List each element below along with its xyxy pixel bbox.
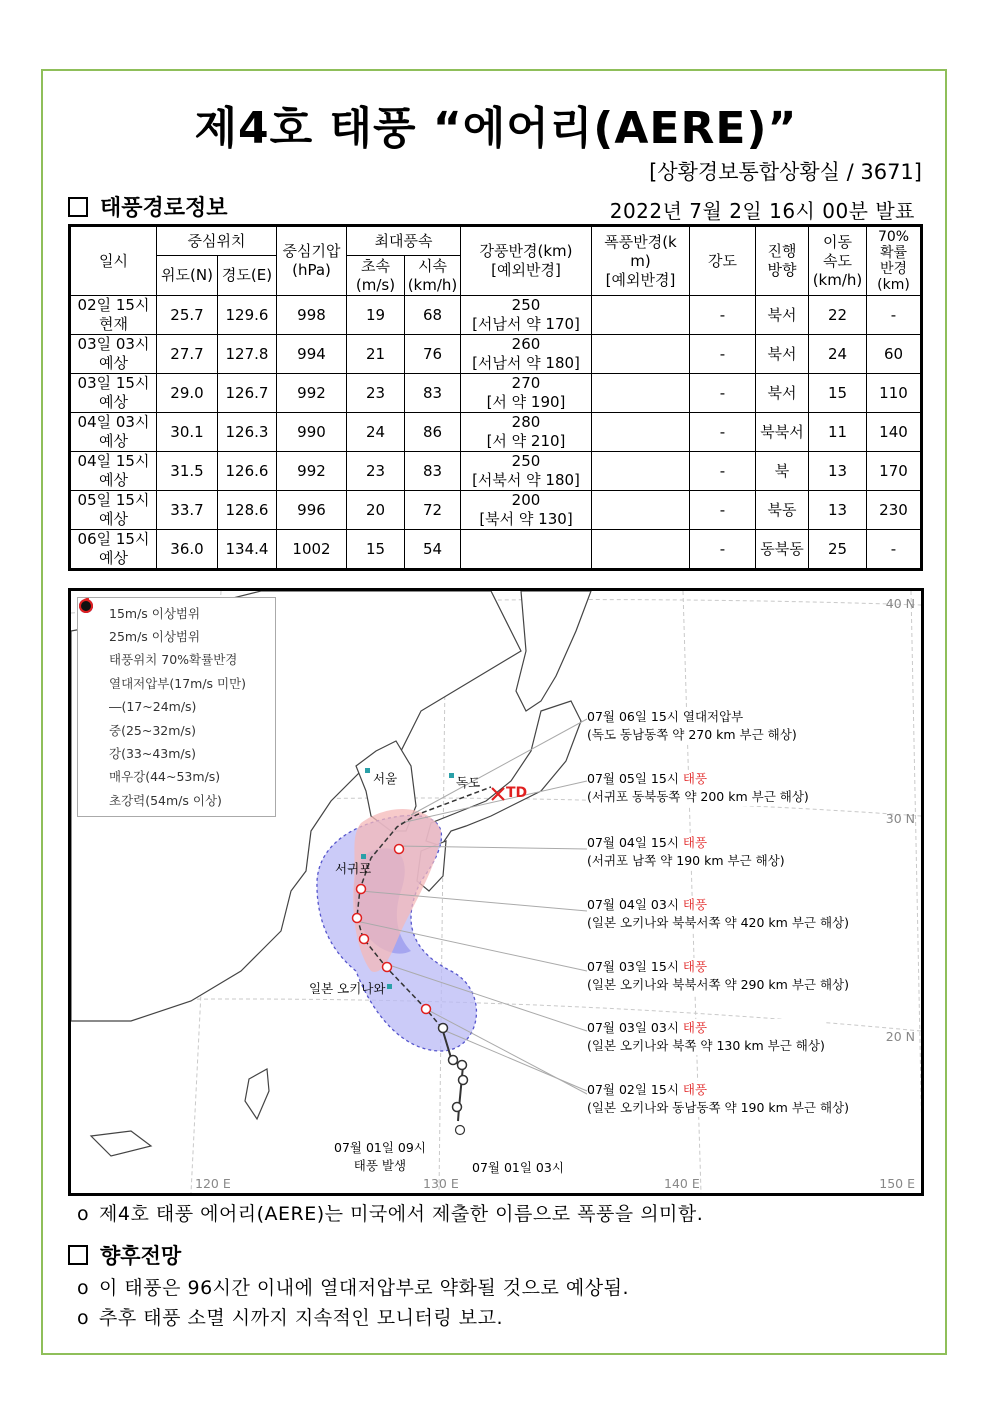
callout-line1 <box>587 1019 825 1037</box>
callout-status: 태풍 <box>682 835 708 850</box>
cell-speed: 13 <box>809 452 867 491</box>
outlook-item-2 <box>77 1303 503 1330</box>
callout-time: 07월 05일 15시 <box>587 771 683 786</box>
legend-label: 태풍위치 70%확률반경 <box>109 652 238 668</box>
table-row <box>70 530 922 570</box>
cell-time: 04일 15시 예상 <box>70 452 157 491</box>
table-row <box>70 296 922 335</box>
header-max-wind: 최대풍속 <box>347 226 461 256</box>
callout-time: 07월 03일 15시 <box>587 959 683 974</box>
cell-radius <box>461 530 592 570</box>
cell-lon: 126.6 <box>218 452 277 491</box>
callout-location: (일본 오키나와 북북서쪽 약 420 km 부근 해상) <box>587 915 849 930</box>
typhoon-medium-icon <box>85 721 103 739</box>
bullet-mark: o <box>77 1277 90 1299</box>
cell-intensity: - <box>690 530 756 570</box>
place-okinawa: 일본 오키나와 <box>309 981 386 996</box>
cell-direction: 북서 <box>756 296 809 335</box>
track-callout <box>587 708 797 744</box>
cell-ms: 19 <box>347 296 405 335</box>
callout-time: 07월 02일 15시 <box>587 1082 683 1097</box>
cell-kmh: 54 <box>405 530 461 570</box>
track-callout <box>587 770 809 806</box>
cell-kmh: 76 <box>405 335 461 374</box>
callout-line1 <box>587 958 849 976</box>
cell-radius: 260 [서남서 약 180] <box>461 335 592 374</box>
cell-kmh: 72 <box>405 491 461 530</box>
map-legend <box>77 597 276 817</box>
cell-lat: 36.0 <box>157 530 218 570</box>
legend-label: 열대저압부(17m/s 미만) <box>109 675 247 691</box>
table-row <box>70 452 922 491</box>
table-row <box>70 374 922 413</box>
callout-line1 <box>587 834 785 852</box>
cell-lon: 134.4 <box>218 530 277 570</box>
genesis-marker <box>456 1126 465 1135</box>
cell-speed: 11 <box>809 413 867 452</box>
legend-label: 매우강(44~53m/s) <box>109 769 221 785</box>
callout-line1 <box>587 708 797 726</box>
callout-line1 <box>587 896 849 914</box>
typhoon-weak-icon <box>85 697 103 715</box>
bullet-mark: o <box>77 1307 90 1329</box>
cell-ms: 23 <box>347 374 405 413</box>
cell-direction: 북동 <box>756 491 809 530</box>
track-callout <box>587 834 785 870</box>
header-lat: 위도(N) <box>157 256 218 296</box>
genesis-line1: 07월 01일 09시 <box>334 1140 426 1155</box>
lon-label-120: 120 E <box>195 1176 231 1191</box>
cell-ms: 24 <box>347 413 405 452</box>
typhoon-very-strong-icon <box>85 767 103 785</box>
cell-time: 02일 15시 현재 <box>70 296 157 335</box>
cell-kmh: 83 <box>405 374 461 413</box>
circle-blue-icon <box>85 627 103 645</box>
cell-kmh: 68 <box>405 296 461 335</box>
cell-pressure: 990 <box>277 413 347 452</box>
legend-item <box>78 648 275 671</box>
legend-item <box>78 671 275 694</box>
callout-location: (독도 동남동쪽 약 270 km 부근 해상) <box>587 727 797 742</box>
cell-lat: 25.7 <box>157 296 218 335</box>
cell-lon: 127.8 <box>218 335 277 374</box>
callout-location: (서귀포 남쪽 약 190 km 부근 해상) <box>587 853 785 868</box>
place-dokdo: 독도 <box>456 775 481 790</box>
cell-speed: 24 <box>809 335 867 374</box>
callout-location: (일본 오키나와 북북서쪽 약 290 km 부근 해상) <box>587 977 849 992</box>
table-row <box>70 413 922 452</box>
cell-pressure: 1002 <box>277 530 347 570</box>
header-prob70: 70% 확률 반경 (km) <box>867 226 922 296</box>
cell-time: 04일 03시 예상 <box>70 413 157 452</box>
cell-pressure: 992 <box>277 374 347 413</box>
cell-ms: 20 <box>347 491 405 530</box>
legend-label: 25m/s 이상범위 <box>109 629 201 645</box>
typhoon-track-map <box>68 588 924 1196</box>
callout-location: (서귀포 동북동쪽 약 200 km 부근 해상) <box>587 789 809 804</box>
cell-kmh: 83 <box>405 452 461 491</box>
header-kmh: 시속 (km/h) <box>405 256 461 296</box>
dokdo-marker <box>449 773 454 778</box>
cell-speed: 22 <box>809 296 867 335</box>
legend-item <box>78 788 275 811</box>
cell-direction: 북 <box>756 452 809 491</box>
callout-status: 태풍 <box>682 1020 708 1035</box>
cell-intensity: - <box>690 296 756 335</box>
typhoon-track-table <box>68 224 923 571</box>
bullet-mark: o <box>77 1203 90 1225</box>
cell-pressure: 994 <box>277 335 347 374</box>
cell-direction: 북북서 <box>756 413 809 452</box>
lon-label-140: 140 E <box>664 1176 700 1191</box>
header-center-position: 중심위치 <box>157 226 277 256</box>
legend-item <box>78 695 275 718</box>
cell-time: 05일 15시 예상 <box>70 491 157 530</box>
department-label: [상황경보통합상황실 / 3671] <box>649 160 922 184</box>
callout-status: 태풍 <box>682 897 708 912</box>
cell-storm <box>592 296 690 335</box>
cell-ms: 15 <box>347 530 405 570</box>
legend-item <box>78 741 275 764</box>
callout-status: 태풍 <box>682 771 708 786</box>
cell-lat: 30.1 <box>157 413 218 452</box>
seoul-marker <box>365 768 370 773</box>
header-strong-radius: 강풍반경(km) [예외반경] <box>461 226 592 296</box>
issued-timestamp: 2022년 7월 2일 16시 00분 발표 <box>609 199 915 223</box>
section-track-info <box>68 191 228 222</box>
table-row <box>70 491 922 530</box>
lon-label-130: 130 E <box>423 1176 459 1191</box>
genesis-callout <box>334 1139 426 1175</box>
typhoon-super-icon <box>85 791 103 809</box>
section-track-info-label: 태풍경로정보 <box>100 196 228 221</box>
cell-intensity: - <box>690 374 756 413</box>
callout-time: 07월 06일 15시 열대저압부 <box>587 709 744 724</box>
checkbox-square-icon <box>68 1245 88 1265</box>
cell-storm <box>592 413 690 452</box>
legend-label: 중(25~32m/s) <box>109 722 197 738</box>
cell-radius: 270 [서 약 190] <box>461 374 592 413</box>
cell-speed: 13 <box>809 491 867 530</box>
table-row <box>70 335 922 374</box>
legend-item <box>78 765 275 788</box>
header-pressure: 중심기압 (hPa) <box>277 226 347 296</box>
cell-time: 06일 15시 예상 <box>70 530 157 570</box>
cell-pressure: 992 <box>277 452 347 491</box>
cell-radius: 250 [서북서 약 180] <box>461 452 592 491</box>
cell-ms: 23 <box>347 452 405 491</box>
cell-prob: 110 <box>867 374 922 413</box>
td-symbol-icon <box>85 674 103 692</box>
callout-location: (일본 오키나와 북쪽 약 130 km 부근 해상) <box>587 1038 825 1053</box>
legend-label: 15m/s 이상범위 <box>109 605 201 621</box>
callout-status: 태풍 <box>682 959 708 974</box>
callout-time: 07월 04일 03시 <box>587 897 683 912</box>
legend-label: 초강력(54m/s 이상) <box>109 792 222 808</box>
cell-prob: 230 <box>867 491 922 530</box>
cell-intensity: - <box>690 413 756 452</box>
lat-label-20: 20 N <box>885 1029 915 1044</box>
circle-pink-icon <box>85 650 103 668</box>
header-lon: 경도(E) <box>218 256 277 296</box>
cell-intensity: - <box>690 491 756 530</box>
track-callout <box>587 958 849 994</box>
cell-lat: 31.5 <box>157 452 218 491</box>
cell-lon: 129.6 <box>218 296 277 335</box>
section-outlook-label: 향후전망 <box>100 1244 182 1268</box>
cell-speed: 25 <box>809 530 867 570</box>
cell-prob: 140 <box>867 413 922 452</box>
header-intensity: 강도 <box>690 226 756 296</box>
cell-lon: 126.7 <box>218 374 277 413</box>
outlook-item-1-text: 이 태풍은 96시간 이내에 열대저압부로 약화될 것으로 예상됨. <box>99 1277 629 1299</box>
checkbox-square-icon <box>68 197 88 217</box>
track-callout <box>587 1019 825 1055</box>
cell-direction: 북서 <box>756 374 809 413</box>
cell-lat: 33.7 <box>157 491 218 530</box>
cell-storm <box>592 452 690 491</box>
legend-label: ―(17~24m/s) <box>109 698 197 714</box>
legend-item <box>78 718 275 741</box>
header-speed: 이동 속도 (km/h) <box>809 226 867 296</box>
cell-time: 03일 15시 예상 <box>70 374 157 413</box>
place-seoul: 서울 <box>373 771 398 786</box>
callout-line1 <box>587 1081 849 1099</box>
td-label: TD <box>506 785 528 801</box>
cell-prob: - <box>867 296 922 335</box>
cell-storm <box>592 530 690 570</box>
cell-ms: 21 <box>347 335 405 374</box>
track-callout <box>587 896 849 932</box>
cell-lat: 29.0 <box>157 374 218 413</box>
callout-location: (일본 오키나와 동남동쪽 약 190 km 부근 해상) <box>587 1100 849 1115</box>
outlook-item-1 <box>77 1273 629 1300</box>
header-ms: 초속 (m/s) <box>347 256 405 296</box>
header-direction: 진행 방향 <box>756 226 809 296</box>
lon-label-150: 150 E <box>879 1176 915 1191</box>
track-callout <box>587 1081 849 1117</box>
cell-direction: 북서 <box>756 335 809 374</box>
cell-lat: 27.7 <box>157 335 218 374</box>
callout-time: 07월 03일 03시 <box>587 1020 683 1035</box>
note-name-text: 제4호 태풍 에어리(AERE)는 미국에서 제출한 이름으로 폭풍을 의미함. <box>99 1203 704 1225</box>
cell-storm <box>592 491 690 530</box>
legend-item <box>78 624 275 647</box>
legend-label: 강(33~43m/s) <box>109 746 197 762</box>
cell-radius: 250 [서남서 약 170] <box>461 296 592 335</box>
note-name <box>77 1199 703 1226</box>
cell-lon: 126.3 <box>218 413 277 452</box>
cell-prob: - <box>867 530 922 570</box>
cell-intensity: - <box>690 335 756 374</box>
cell-prob: 170 <box>867 452 922 491</box>
typhoon-strong-icon <box>85 744 103 762</box>
legend-item <box>78 601 275 624</box>
callout-time: 07월 04일 15시 <box>587 835 683 850</box>
section-outlook <box>68 1240 181 1270</box>
cell-radius: 280 [서 약 210] <box>461 413 592 452</box>
genesis-line2: 태풍 발생 <box>353 1158 407 1173</box>
cell-speed: 15 <box>809 374 867 413</box>
cell-pressure: 996 <box>277 491 347 530</box>
cell-direction: 동북동 <box>756 530 809 570</box>
cell-storm <box>592 374 690 413</box>
cell-lon: 128.6 <box>218 491 277 530</box>
cell-storm <box>592 335 690 374</box>
cell-radius: 200 [북서 약 130] <box>461 491 592 530</box>
callout-status: 태풍 <box>682 1082 708 1097</box>
cell-prob: 60 <box>867 335 922 374</box>
page-title: 제4호 태풍 “에어리(AERE)” <box>194 103 798 154</box>
cell-pressure: 998 <box>277 296 347 335</box>
cell-intensity: - <box>690 452 756 491</box>
callout-line1 <box>587 770 809 788</box>
cell-kmh: 86 <box>405 413 461 452</box>
lat-label-30: 30 N <box>885 811 915 826</box>
header-storm-radius: 폭풍반경(k m) [예외반경] <box>592 226 690 296</box>
place-seogwipo: 서귀포 <box>335 861 372 876</box>
header-datetime: 일시 <box>70 226 157 296</box>
lat-label-40: 40 N <box>885 596 915 611</box>
start-callout: 07월 01일 03시 <box>472 1160 564 1175</box>
okinawa-marker <box>387 984 392 989</box>
cell-time: 03일 03시 예상 <box>70 335 157 374</box>
outlook-item-2-text: 추후 태풍 소멸 시까지 지속적인 모니터링 보고. <box>99 1307 504 1329</box>
